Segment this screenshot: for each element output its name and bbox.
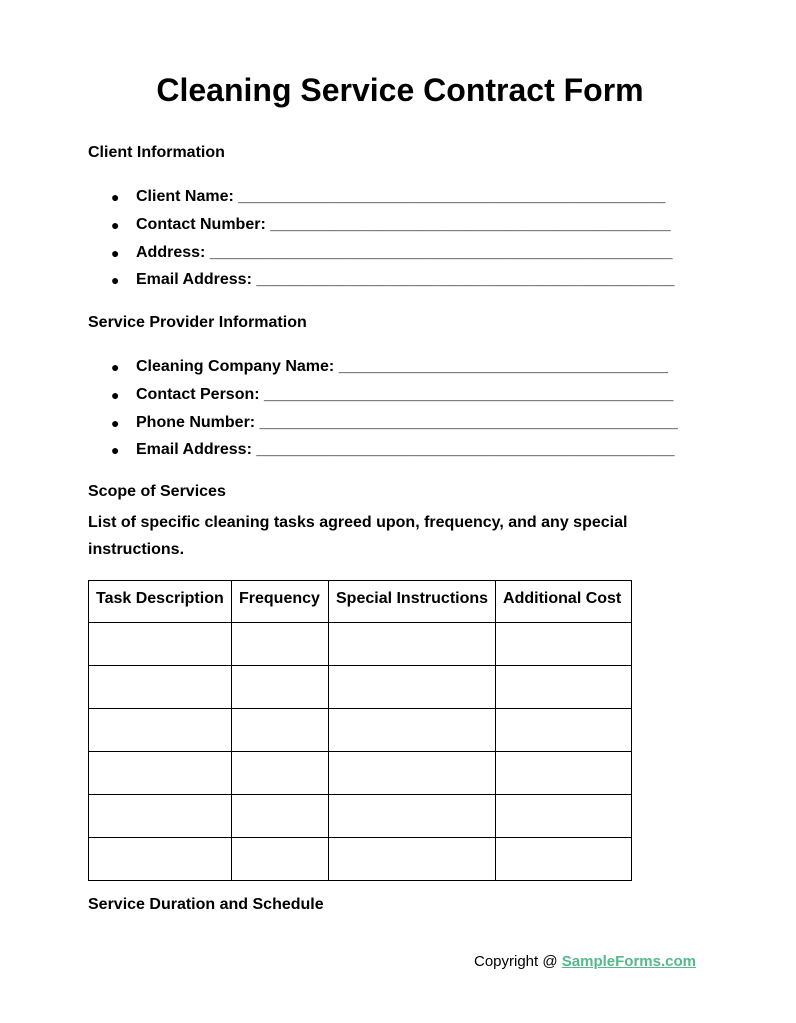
- table-row: [89, 623, 632, 666]
- table-cell[interactable]: [232, 666, 329, 709]
- fill-in-line[interactable]: _____________________________________: [338, 358, 668, 375]
- field-label: Contact Person:: [136, 385, 260, 403]
- provider-info-heading: Service Provider Information: [88, 314, 307, 331]
- table-cell[interactable]: [89, 666, 232, 709]
- field-label: Email Address:: [136, 441, 252, 459]
- field-label: Email Address:: [136, 271, 252, 289]
- column-header: Special Instructions: [329, 581, 496, 623]
- table-cell[interactable]: [329, 795, 496, 838]
- table-cell[interactable]: [89, 838, 232, 881]
- table-cell[interactable]: [496, 795, 632, 838]
- table-cell[interactable]: [329, 666, 496, 709]
- table-cell[interactable]: [496, 709, 632, 752]
- fill-in-line[interactable]: ______________________________________________: [264, 385, 674, 403]
- table-cell[interactable]: [232, 795, 329, 838]
- table-cell[interactable]: [89, 795, 232, 838]
- table-row: [89, 666, 632, 709]
- scope-heading: Scope of Services: [88, 483, 226, 500]
- bullet-icon: ●: [111, 414, 120, 431]
- table-row: [89, 838, 632, 881]
- bullet-icon: ●: [111, 189, 120, 205]
- client-name-field[interactable]: [88, 188, 675, 216]
- field-label: Address:: [136, 243, 206, 261]
- company-name-field[interactable]: [88, 358, 678, 386]
- bullet-icon: ●: [111, 386, 120, 403]
- copyright-text: Copyright @: [474, 953, 562, 970]
- table-cell[interactable]: [496, 752, 632, 795]
- fill-in-line[interactable]: _____________________________________________: [270, 215, 671, 233]
- bullet-icon: ●: [111, 244, 120, 261]
- address-field[interactable]: [88, 244, 675, 272]
- page-title: Cleaning Service Contract Form: [156, 72, 644, 108]
- field-label: Phone Number:: [136, 413, 256, 431]
- fill-in-line[interactable]: _______________________________________________: [259, 413, 678, 431]
- bullet-icon: ●: [111, 359, 120, 375]
- table-cell[interactable]: [496, 666, 632, 709]
- client-info-list: [88, 188, 675, 299]
- column-header: Additional Cost: [496, 581, 632, 623]
- table-cell[interactable]: [329, 623, 496, 666]
- table-header-row: [89, 581, 632, 623]
- bullet-icon: ●: [111, 272, 120, 289]
- column-header: Frequency: [232, 581, 329, 623]
- table-cell[interactable]: [232, 838, 329, 881]
- duration-heading: Service Duration and Schedule: [88, 896, 324, 913]
- fill-in-line[interactable]: _______________________________________________: [256, 271, 675, 289]
- table-cell[interactable]: [496, 838, 632, 881]
- table-cell[interactable]: [329, 752, 496, 795]
- table-cell[interactable]: [232, 623, 329, 666]
- table-row: [89, 752, 632, 795]
- provider-info-list: [88, 358, 678, 469]
- table-cell[interactable]: [329, 838, 496, 881]
- fill-in-line[interactable]: _______________________________________________: [256, 441, 675, 459]
- field-label: Cleaning Company Name:: [136, 358, 335, 375]
- provider-email-field[interactable]: [88, 441, 678, 469]
- field-label: Contact Number:: [136, 215, 266, 233]
- services-table: [88, 580, 632, 881]
- scope-description: List of specific cleaning tasks agreed upon, frequency, and any special instructions.: [88, 514, 628, 558]
- table-cell[interactable]: [89, 752, 232, 795]
- field-label: Client Name:: [136, 188, 234, 205]
- table-cell[interactable]: [89, 623, 232, 666]
- fill-in-line[interactable]: ____________________________________________________: [209, 243, 673, 261]
- table-cell[interactable]: [496, 623, 632, 666]
- table-cell[interactable]: [89, 709, 232, 752]
- client-email-field[interactable]: [88, 271, 675, 299]
- contact-person-field[interactable]: [88, 386, 678, 414]
- bullet-icon: ●: [111, 442, 120, 459]
- copyright-footer: [474, 953, 696, 970]
- contact-number-field[interactable]: [88, 216, 675, 244]
- bullet-icon: ●: [111, 216, 120, 233]
- table-cell[interactable]: [329, 709, 496, 752]
- client-info-heading: Client Information: [88, 144, 225, 161]
- column-header: Task Description: [89, 581, 232, 623]
- phone-number-field[interactable]: [88, 414, 678, 442]
- table-row: [89, 709, 632, 752]
- table-body: [89, 623, 632, 881]
- fill-in-line[interactable]: ________________________________________________: [238, 188, 666, 205]
- table-row: [89, 795, 632, 838]
- table-cell[interactable]: [232, 709, 329, 752]
- brand-link[interactable]: SampleForms.com: [561, 953, 696, 970]
- table-cell[interactable]: [232, 752, 329, 795]
